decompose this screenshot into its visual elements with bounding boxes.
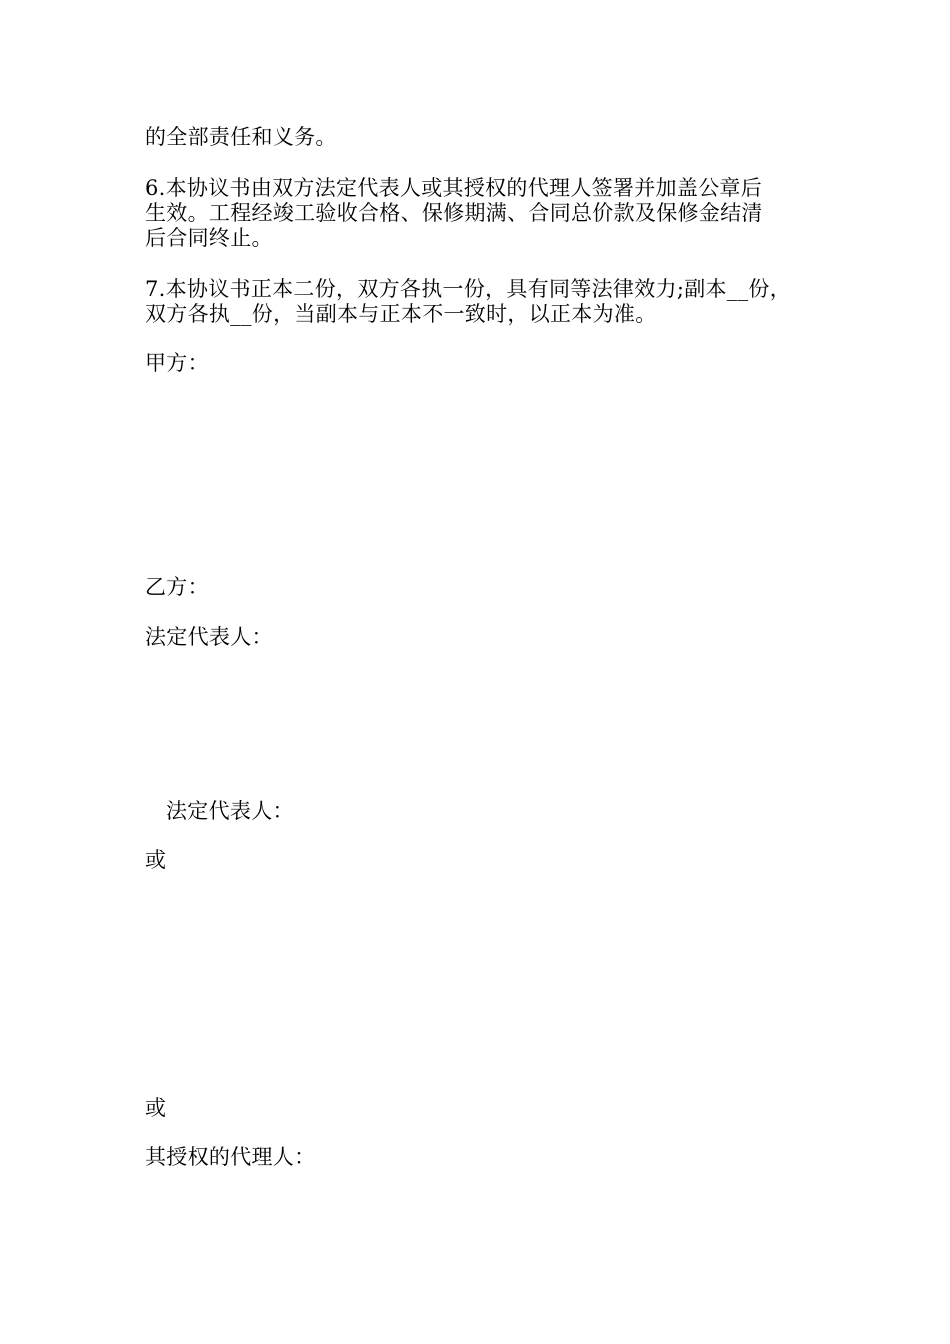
clause-6-line-2: 生效。工程经竣工验收合格、保修期满、合同总价款及保修金结清 <box>145 201 763 225</box>
clause-5-tail: 的全部责任和义务。 <box>145 125 337 149</box>
clause-6-line-3: 后合同终止。 <box>145 226 273 250</box>
clause-7-line-1: 7.本协议书正本二份，双方各执一份，具有同等法律效力;副本__份， <box>145 277 792 301</box>
or-label-1: 或 <box>145 848 167 872</box>
or-label-2: 或 <box>145 1096 167 1120</box>
clause-7-line-2: 双方各执__份，当副本与正本不一致时，以正本为准。 <box>145 302 657 326</box>
clause-6-line-1: 6.本协议书由双方法定代表人或其授权的代理人签署并加盖公章后 <box>145 176 763 200</box>
authorized-agent-label: 其授权的代理人： <box>145 1145 316 1169</box>
party-b-label: 乙方： <box>145 575 209 599</box>
legal-representative-label-2: 法定代表人： <box>166 799 294 823</box>
party-a-label: 甲方： <box>145 351 209 375</box>
legal-representative-label: 法定代表人： <box>145 625 273 649</box>
